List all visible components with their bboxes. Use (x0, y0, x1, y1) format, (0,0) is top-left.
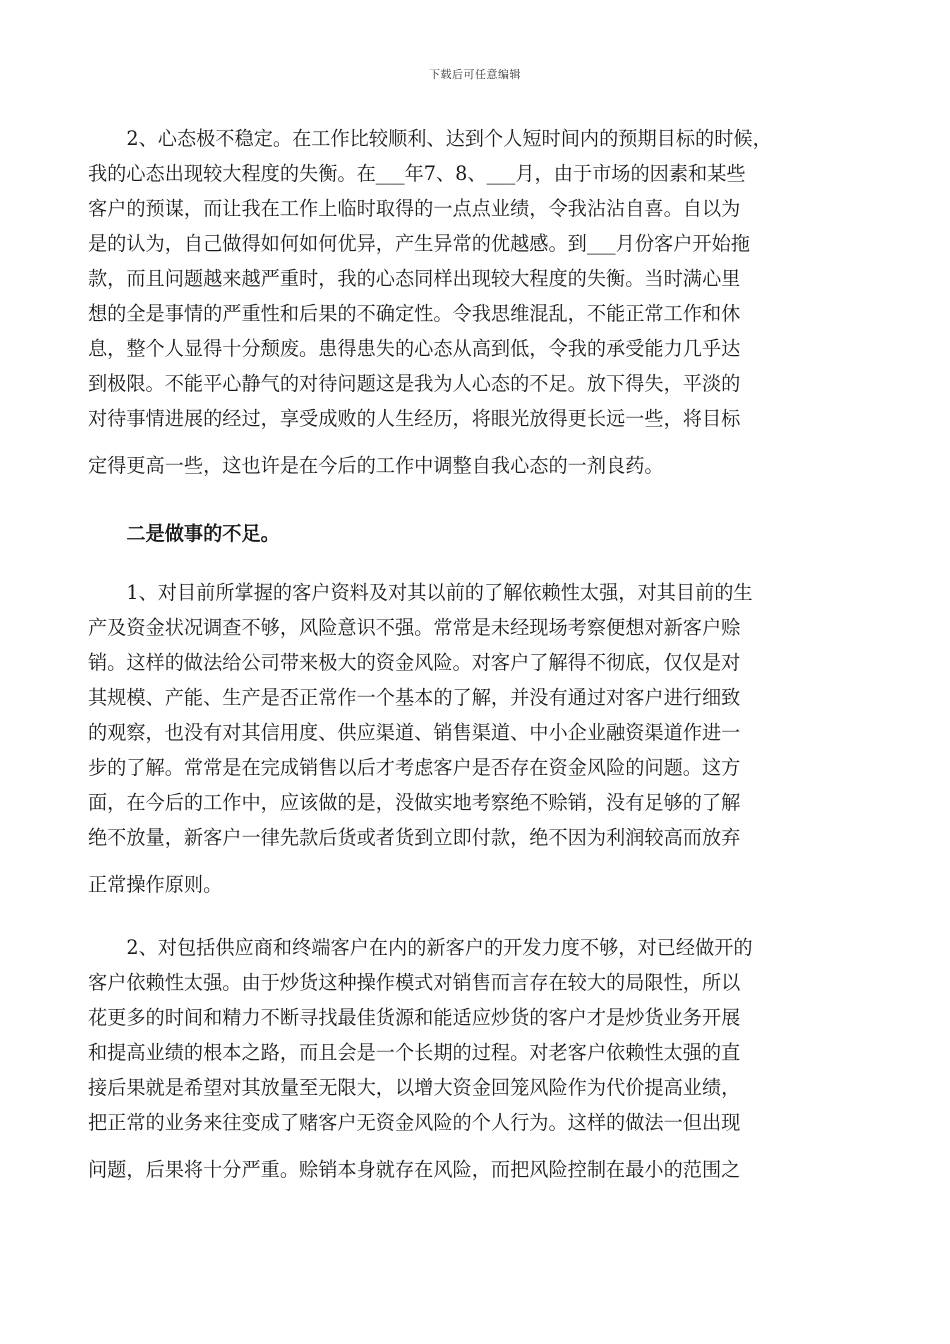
paragraph-line: 正常操作原则。 (88, 873, 223, 896)
paragraph-line: 对待事情进展的经过，享受成败的人生经历，将眼光放得更长远一些，将目标 (88, 407, 741, 430)
paragraph-line: 息，整个人显得十分颓废。患得患失的心态从高到低，令我的承受能力几乎达 (88, 337, 741, 360)
paragraph-line: 花更多的时间和精力不断寻找最佳货源和能适应炒货的客户才是炒货业务开展 (88, 1006, 741, 1029)
paragraph-line: 2、心态极不稳定。在工作比较顺利、达到个人短时间内的预期目标的时候， (88, 127, 772, 150)
paragraph-line: 绝不放量，新客户一律先款后货或者货到立即付款，绝不因为利润较高而放弃 (88, 826, 741, 849)
paragraph-line: 客户的预谋，而让我在工作上临时取得的一点点业绩，令我沾沾自喜。自以为 (88, 197, 741, 220)
paragraph-line: 定得更高一些，这也许是在今后的工作中调整自我心态的一剂良药。 (88, 454, 664, 477)
page-header: 下载后可任意编辑 (429, 68, 521, 81)
paragraph-line: 到极限。不能平心静气的对待问题这是我为人心态的不足。放下得失，平淡的 (88, 372, 741, 395)
paragraph-line: 的观察，也没有对其信用度、供应渠道、销售渠道、中小企业融资渠道作进一 (88, 721, 741, 744)
paragraph-line: 款，而且问题越来越严重时，我的心态同样出现较大程度的失衡。当时满心里 (88, 267, 741, 290)
paragraph-line: 客户依赖性太强。由于炒货这种操作模式对销售而言存在较大的局限性，所以 (88, 971, 741, 994)
paragraph-line: 步的了解。常常是在完成销售以后才考虑客户是否存在资金风险的问题。这方 (88, 756, 741, 779)
paragraph-line: 面，在今后的工作中，应该做的是，没做实地考察绝不赊销，没有足够的了解 (88, 791, 741, 814)
paragraph-line: 其规模、产能、生产是否正常作一个基本的了解，并没有通过对客户进行细致 (88, 686, 741, 709)
paragraph-line: 1、对目前所掌握的客户资料及对其以前的了解依赖性太强，对其目前的生 (88, 581, 753, 604)
paragraph-line: 2、对包括供应商和终端客户在内的新客户的开发力度不够，对已经做开的 (88, 936, 753, 959)
paragraph-line: 接后果就是希望对其放量至无限大，以增大资金回笼风险作为代价提高业绩， (88, 1076, 741, 1099)
paragraph-line: 是的认为，自己做得如何如何优异，产生异常的优越感。到___月份客户开始拖 (88, 232, 750, 255)
section-heading: 二是做事的不足。 (88, 522, 280, 545)
paragraph-line: 问题，后果将十分严重。赊销本身就存在风险，而把风险控制在最小的范围之 (88, 1158, 741, 1181)
paragraph-line: 我的心态出现较大程度的失衡。在___年7、8、___月，由于市场的因素和某些 (88, 162, 746, 185)
paragraph-line: 产及资金状况调查不够，风险意识不强。常常是未经现场考察便想对新客户赊 (88, 616, 741, 639)
paragraph-line: 想的全是事情的严重性和后果的不确定性。令我思维混乱，不能正常工作和休 (88, 302, 741, 325)
paragraph-line: 和提高业绩的根本之路，而且会是一个长期的过程。对老客户依赖性太强的直 (88, 1041, 741, 1064)
paragraph-line: 把正常的业务来往变成了赌客户无资金风险的个人行为。这样的做法一但出现 (88, 1111, 741, 1134)
paragraph-line: 销。这样的做法给公司带来极大的资金风险。对客户了解得不彻底，仅仅是对 (88, 651, 741, 674)
